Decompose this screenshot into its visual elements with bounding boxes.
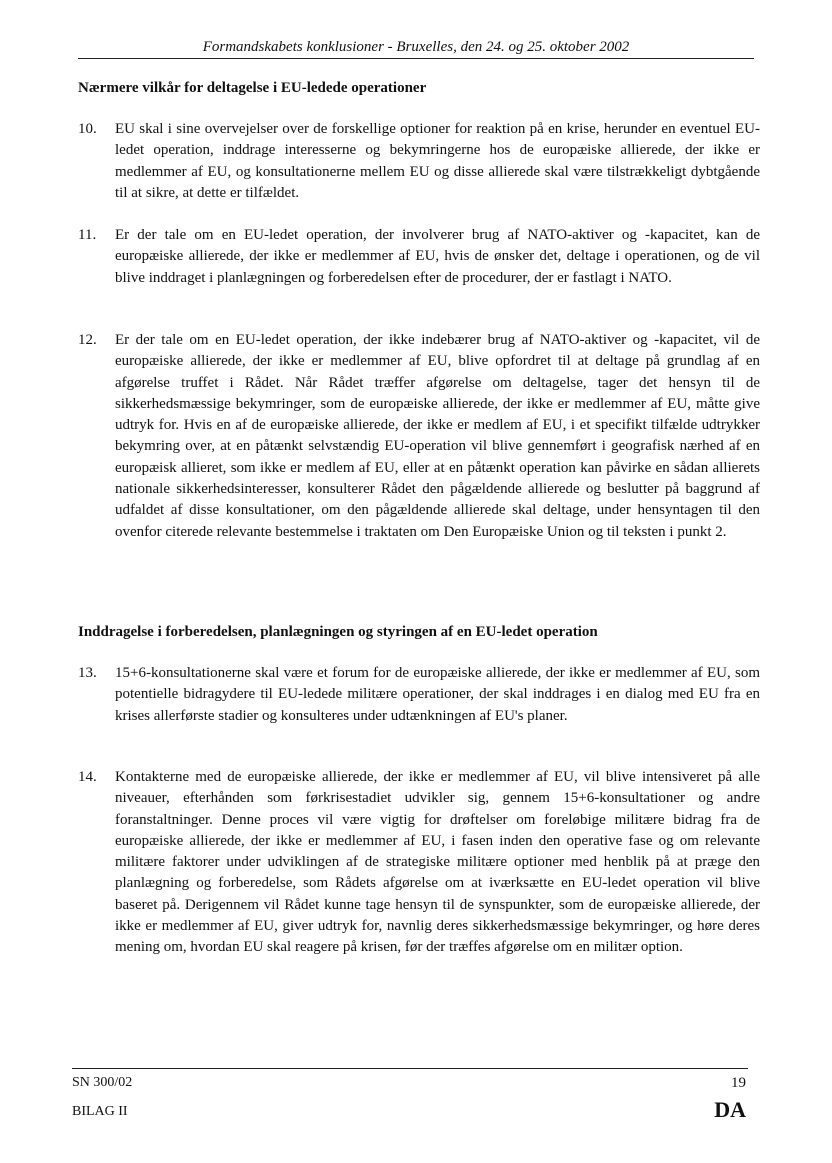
- paragraph-number: 13.: [78, 665, 97, 681]
- page-number: 19: [731, 1075, 746, 1091]
- annex-label: BILAG II: [72, 1104, 128, 1119]
- paragraph-text: Er der tale om en EU-ledet operation, der involverer brug af NATO-aktiver og -kapacitet, kan de europæiske allierede, der ikke er medlemmer af EU, hvis de ønsker det, deltage i operationen, og de vil blive inddraget i planlægningen og forberedelsen efter de procedurer, der er fastlagt i NATO.: [115, 227, 760, 286]
- section-heading-planning-involvement: Inddragelse i forberedelsen, planlægningen og styringen af en EU-ledet operation: [78, 624, 598, 640]
- document-reference: SN 300/02: [72, 1075, 133, 1090]
- paragraph-text: Er der tale om en EU-ledet operation, der ikke indebærer brug af NATO-aktiver og -kapacitet, vil de europæiske allierede, der ikke er medlemmer af EU, blive opfordret til at deltage på grundlag af en afgørelse truffet i Rådet. Når Rådet træffer afgørelse om deltagelse, tager det hensyn til de sikkerhedsmæssige bekymringer, som de europæiske allierede, der ikke er medlemmer af EU, måtte give udtryk for. Hvis en af de europæiske allierede, der ikke er medlem af EU, i et specifikt tilfælde udtrykker bekymring over, at en påtænkt selvstændig EU-operation vil blive gennemført i geografisk nærhed af en europæisk allieret, som ikke er medlem af EU, eller at en påtænkt operation kan påvirke en sådan allierets nationale sikkerhedsinteresser, konsulterer Rådet den pågældende allierede og beslutter på baggrund af udfaldet af disse konsultationer, om den pågældende allierede skal deltage, under hensyntagen til den ovenfor citerede relevante bestemmelse i traktaten om Den Europæiske Union og til teksten i punkt 2.: [115, 332, 760, 540]
- running-header: Formandskabets konklusioner - Bruxelles, den 24. og 25. oktober 2002: [202, 39, 630, 55]
- paragraph-text: EU skal i sine overvejelser over de forskellige optioner for reaktion på en krise, herunder en eventuel EU-ledet operation, inddrage interesserne og bekymringerne hos de europæiske allierede, der ikke er medlemmer af EU, og konsultationerne mellem EU og disse allierede skal være tilstrækkeligt dybtgående til at sikre, at dette er tilfældet.: [115, 121, 760, 201]
- paragraph-14: [78, 767, 760, 959]
- section-heading-participation-terms: Nærmere vilkår for deltagelse i EU-ledede operationer: [78, 80, 427, 96]
- paragraph-number: 12.: [78, 332, 97, 348]
- paragraph-11: [78, 225, 760, 289]
- language-code: DA: [714, 1097, 746, 1122]
- paragraph-13: [78, 663, 760, 727]
- footer-rule: [72, 1068, 748, 1069]
- paragraph-number: 14.: [78, 769, 97, 785]
- header-rule: [78, 58, 754, 59]
- paragraph-text: 15+6-konsultationerne skal være et forum for de europæiske allierede, der ikke er medlemmer af EU, som potentielle bidragydere til EU-ledede militære operationer, der skal inddrages i en dialog med EU fra en krises allerførste stadier og konsulteres under udtænkningen af EU's planer.: [115, 665, 760, 724]
- paragraph-number: 11.: [78, 227, 97, 243]
- paragraph-number: 10.: [78, 121, 97, 137]
- paragraph-12: [78, 330, 760, 543]
- paragraph-text: Kontakterne med de europæiske allierede, der ikke er medlemmer af EU, vil blive intensiveret på alle niveauer, efterhånden som førkrisestadiet udvikler sig, gennem 15+6-konsultationer og andre foranstaltninger. Denne proces vil være vigtig for drøftelser om foreløbige militære bidrag fra de europæiske allierede, der ikke er medlemmer af EU, i fasen inden den operative fase og om relevante militære faktorer under udviklingen af de strategiske militære optioner med henblik på at præge den planlægning og forberedelse, som Rådets afgørelse om at iværksætte en EU-ledet operation vil blive baseret på. Derigennem vil Rådet kunne tage hensyn til de synspunkter, som de europæiske allierede, der ikke er medlemmer af EU, giver udtryk for, navnlig deres sikkerhedsmæssige bekymringer, og høre deres mening om, hvordan EU skal reagere på krisen, før der træffes afgørelse om en militær option.: [115, 769, 760, 956]
- paragraph-10: [78, 119, 760, 204]
